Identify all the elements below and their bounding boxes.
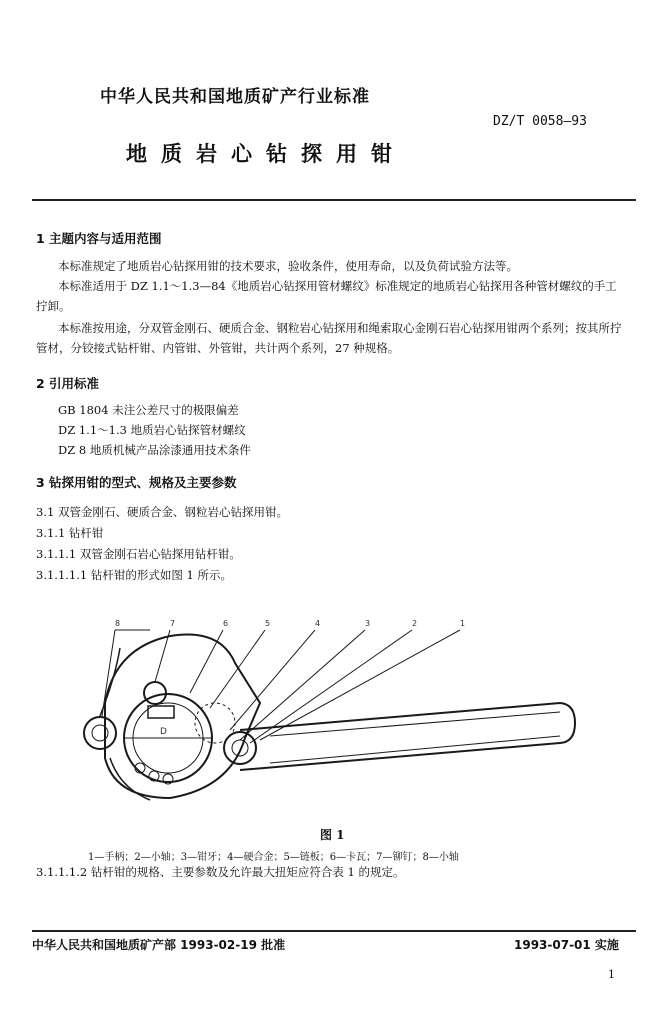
reference-item: DZ 8 地质机械产品涂漆通用技术条件 xyxy=(58,443,251,457)
clause-item: 3.1.1.1.2 钻杆钳的规格、主要参数及允许最大扭矩应符合表 1 的规定。 xyxy=(36,865,405,879)
section-3-heading: 3 钻探用钳的型式、规格及主要参数 xyxy=(36,475,237,490)
callout-label: 6 xyxy=(223,619,229,628)
reference-item: GB 1804 未注公差尺寸的极限偏差 xyxy=(58,403,239,417)
header-divider xyxy=(32,199,636,201)
standard-code: DZ/T 0058—93 xyxy=(493,114,587,129)
section-1-paragraph: 本标准规定了地质岩心钻探用钳的技术要求，验收条件，使用寿命，以及负荷试验方法等。 xyxy=(58,259,518,273)
clause-item: 3.1 双管金刚石、硬质合金、钢粒岩心钻探用钳。 xyxy=(36,505,288,519)
callout-label: 4 xyxy=(315,619,321,628)
reference-item: DZ 1.1～1.3 地质岩心钻探管材螺纹 xyxy=(58,423,246,437)
issuing-body-title: 中华人民共和国地质矿产行业标准 xyxy=(100,87,370,107)
section-1-paragraph: 本标准适用于 DZ 1.1～1.3—84《地质岩心钻探用管材螺纹》标准规定的地质岩心钻探用各种管材螺纹的手工拧卸。 xyxy=(36,279,617,313)
small-shaft-circle xyxy=(144,682,166,704)
callout-label: 5 xyxy=(265,619,271,628)
section-1-heading: 1 主题内容与适用范围 xyxy=(36,231,162,246)
callout-label: 2 xyxy=(412,619,418,628)
callout-label: 1 xyxy=(460,619,466,628)
section-1-paragraph: 本标准按用途，分双管金刚石、硬质合金、钢粒岩心钻探用和绳索取心金刚石岩心钻探用钳两个系列；按其所拧管材，分铰接式钻杆钳、内管钳、外管钳，共计两个系列，27 种规格。 xyxy=(36,321,622,355)
clause-item: 3.1.1.1 双管金刚石岩心钻探用钻杆钳。 xyxy=(36,547,241,561)
clause-item: 3.1.1.1.1 钻杆钳的形式如图 1 所示。 xyxy=(36,568,232,582)
callout-label: 3 xyxy=(365,619,371,628)
approval-date: 中华人民共和国地质矿产部 1993-02-19 批准 xyxy=(32,938,286,952)
diameter-label: D xyxy=(160,727,167,737)
section-2-heading: 2 引用标准 xyxy=(36,376,100,391)
clause-item: 3.1.1 钻杆钳 xyxy=(36,526,104,540)
footer-divider xyxy=(32,930,636,932)
document-title: 地质岩心钻探用钳 xyxy=(126,142,406,166)
callout-label: 7 xyxy=(170,619,176,628)
figure-caption: 图 1 xyxy=(320,828,345,842)
handle-shape xyxy=(240,703,575,770)
page-number: 1 xyxy=(608,968,615,981)
effective-date: 1993-07-01 实施 xyxy=(514,938,619,952)
figure-1-tongs-drawing xyxy=(60,608,600,823)
figure-legend: 1—手柄；2—小轴；3—钳牙；4—硬合金；5—链板；6—卡瓦；7—铆钉；8—小轴 xyxy=(88,852,459,863)
jaw-body-shape xyxy=(105,635,260,798)
callout-label: 8 xyxy=(115,619,121,628)
